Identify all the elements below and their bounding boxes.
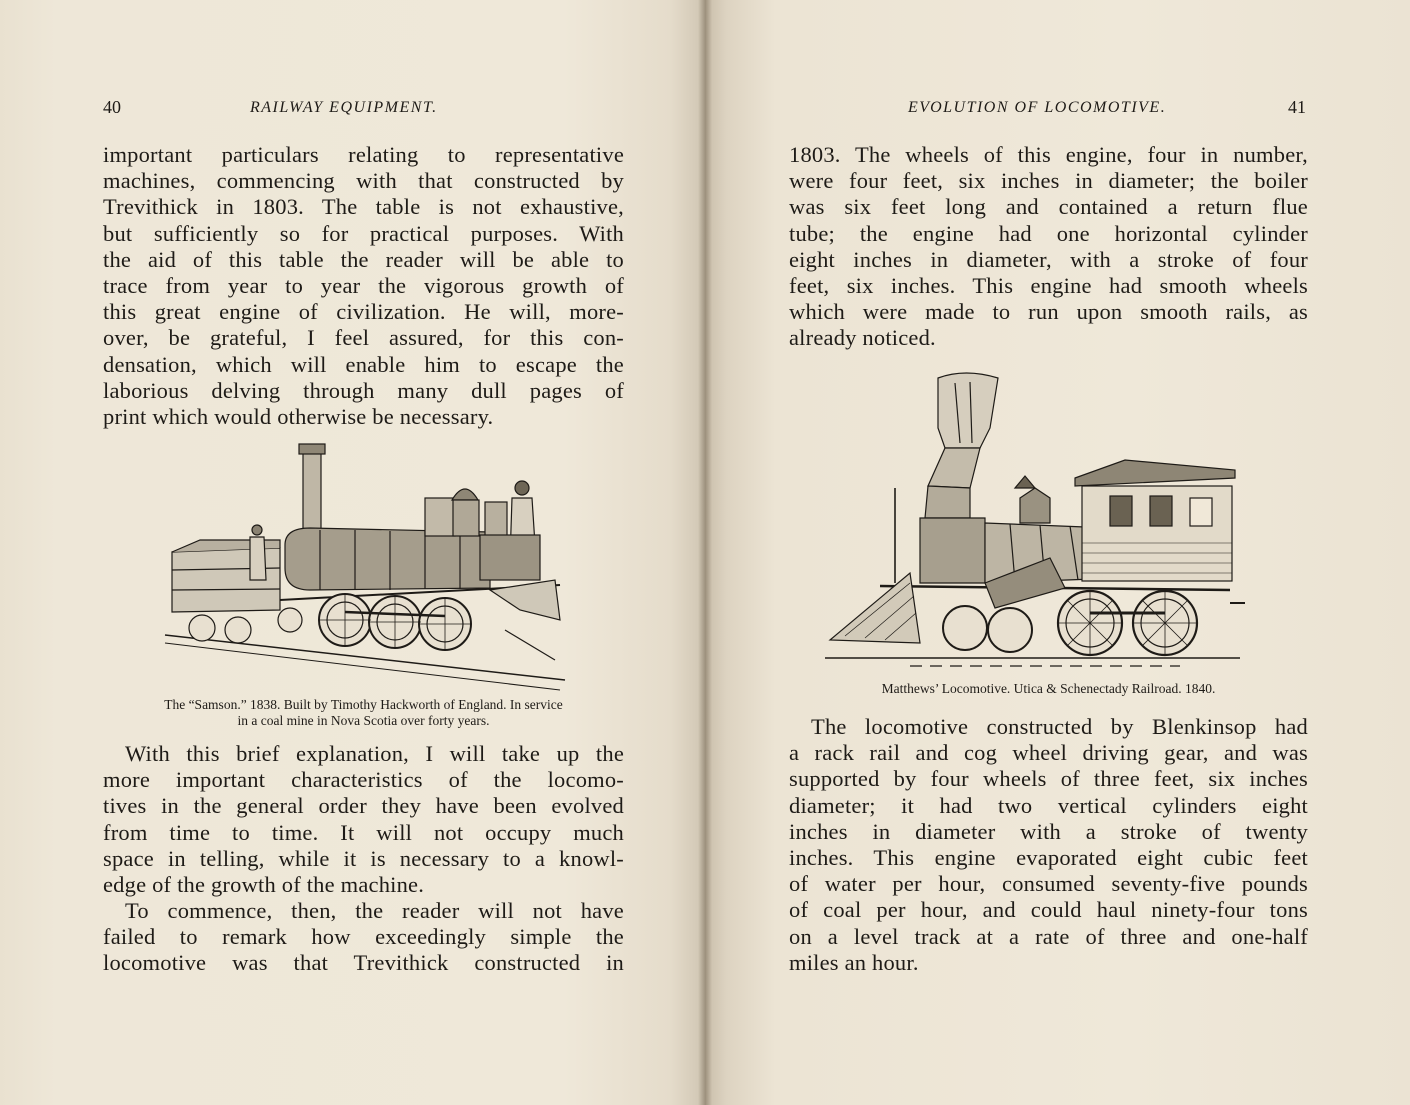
caption-line: The “Samson.” 1838. Built by Timothy Hackworth of England. In service (164, 697, 563, 712)
text-line: this great engine of civilization. He will, more- (103, 299, 624, 325)
text-line: was six feet long and contained a return flue (789, 194, 1308, 220)
text-line: tube; the engine had one horizontal cylinder (789, 220, 1308, 246)
text-line: laborious delving through many dull pages of (103, 377, 624, 403)
left-paragraph-1 (103, 142, 624, 430)
text-line: space in telling, while it is necessary to a knowl- (103, 845, 624, 871)
text-line: inches in diameter with a stroke of twenty (789, 818, 1308, 844)
samson-locomotive-illustration (160, 440, 570, 695)
text-line: miles an hour. (789, 949, 919, 975)
text-line: feet, six inches. This engine had smooth wheels (789, 272, 1308, 298)
book-gutter (698, 0, 712, 1105)
right-running-head: EVOLUTION OF LOCOMOTIVE. (908, 99, 1167, 116)
text-line: but sufficiently so for practical purposes. With (103, 220, 624, 246)
text-line: the aid of this table the reader will be able to (103, 246, 624, 272)
text-line: diameter; it had two vertical cylinders eight (789, 792, 1308, 818)
text-line: densation, which will enable him to escape the (103, 351, 624, 377)
text-line: To commence, then, the reader will not have (125, 898, 624, 923)
text-line: important particulars relating to representative (103, 142, 624, 167)
text-line: were four feet, six inches in diameter; the boiler (789, 168, 1308, 194)
matthews-figure-caption: Matthews’ Locomotive. Utica & Schenectady Railroad. 1840. (881, 681, 1216, 696)
text-line: already noticed. (789, 325, 936, 351)
text-line: tives in the general order they have been evolved (103, 793, 624, 819)
text-line: eight inches in diameter, with a stroke of four (789, 246, 1308, 272)
text-line: print which would otherwise be necessary. (103, 403, 494, 429)
text-line: trace from year to year the vigorous growth of (103, 272, 624, 298)
right-paragraph-2 (789, 714, 1308, 976)
text-line: machines, commencing with that constructed by (103, 168, 624, 194)
caption-line: in a coal mine in Nova Scotia over forty years. (237, 713, 490, 728)
text-line: which were made to run upon smooth rails, as (789, 299, 1308, 325)
text-line: more important characteristics of the locomo- (103, 767, 624, 793)
left-paragraph-3 (103, 898, 624, 977)
text-line: inches. This engine evaporated eight cubic feet (789, 844, 1308, 870)
left-page-number: 40 (103, 97, 121, 117)
right-page-header (705, 97, 1410, 123)
text-line: supported by four wheels of three feet, six inches (789, 766, 1308, 792)
text-line: edge of the growth of the machine. (103, 871, 425, 897)
text-line: of coal per hour, and could haul ninety-four tons (789, 897, 1308, 923)
text-line: locomotive was that Trevithick constructed in (103, 950, 624, 976)
matthews-locomotive-illustration (820, 368, 1250, 673)
text-line: from time to time. It will not occupy much (103, 819, 624, 845)
text-line: of water per hour, consumed seventy-five pounds (789, 871, 1308, 897)
text-line: The locomotive constructed by Blenkinsop had (811, 714, 1308, 739)
text-line: Trevithick in 1803. The table is not exhaustive, (103, 194, 624, 220)
left-running-head: RAILWAY EQUIPMENT. (250, 99, 438, 116)
left-page-header (0, 97, 705, 123)
text-line: failed to remark how exceedingly simple the (103, 924, 624, 950)
right-page-number: 41 (1288, 97, 1306, 117)
text-line: With this brief explanation, I will take up the (125, 741, 624, 766)
text-line: over, be grateful, I feel assured, for this con- (103, 325, 624, 351)
text-line: 1803. The wheels of this engine, four in number, (789, 142, 1308, 167)
text-line: on a level track at a rate of three and one-half (789, 923, 1308, 949)
right-page (705, 0, 1410, 1105)
left-paragraph-2 (103, 741, 624, 898)
samson-figure-caption (103, 697, 624, 729)
text-line: a rack rail and cog wheel driving gear, and was (789, 740, 1308, 766)
right-paragraph-1 (789, 142, 1308, 352)
